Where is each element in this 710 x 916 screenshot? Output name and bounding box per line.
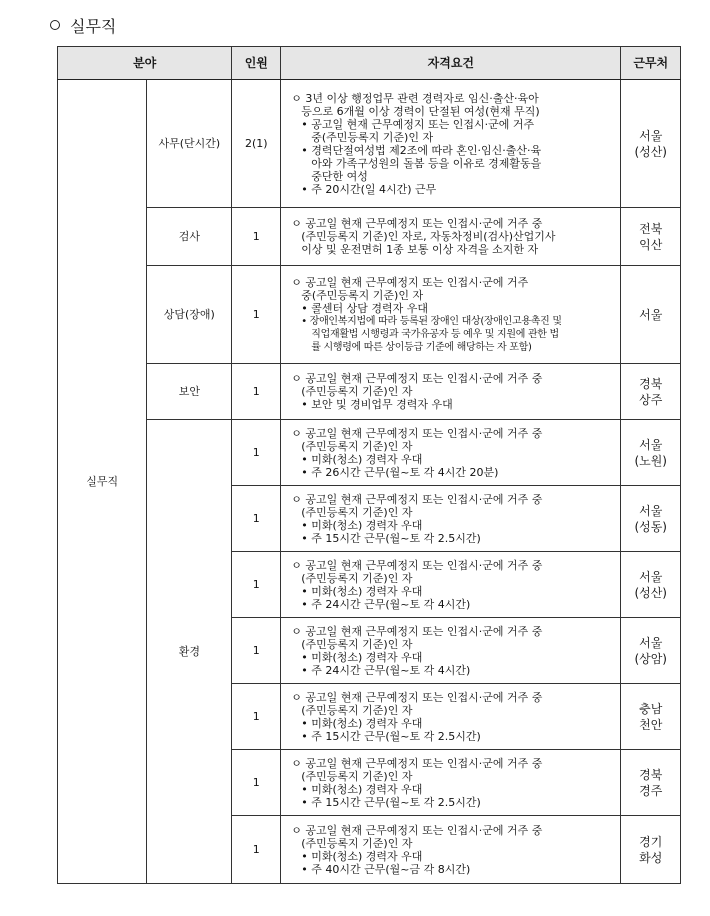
location-text: 충남 천안 bbox=[639, 701, 663, 732]
requirements-cell bbox=[281, 266, 621, 364]
field-cell: 검사 bbox=[147, 208, 232, 266]
req-line: • 주 15시간 근무(월~토 각 2.5시간) bbox=[301, 531, 481, 545]
location-cell bbox=[621, 618, 681, 684]
req-line: • 미화(청소) 경력자 우대 bbox=[301, 849, 423, 863]
location-cell bbox=[621, 364, 681, 420]
field-cell: 상담(장애) bbox=[147, 266, 232, 364]
table-row bbox=[58, 364, 681, 420]
requirements-cell bbox=[281, 684, 621, 750]
req-line: • 공고일 현재 근무예정지 또는 인접시·군에 거주 bbox=[301, 117, 535, 131]
requirements-cell bbox=[281, 364, 621, 420]
requirements-cell bbox=[281, 552, 621, 618]
req-line: • 미화(청소) 경력자 우대 bbox=[301, 782, 423, 796]
location-cell bbox=[621, 552, 681, 618]
req-line: ㅇ 공고일 현재 근무예정지 또는 인접시·군에 거주 중 bbox=[291, 558, 543, 572]
requirements-cell bbox=[281, 618, 621, 684]
location-text: 서울 bbox=[639, 307, 663, 322]
req-line: (주민등록지 기준)인 자 bbox=[301, 637, 413, 651]
req-line: • 주 24시간 근무(월~토 각 4시간) bbox=[301, 597, 471, 611]
req-line: (주민등록지 기준)인 자 bbox=[301, 769, 413, 783]
req-line: ㅇ 3년 이상 행정업무 관련 경력자로 임신·출산·육아 bbox=[291, 91, 539, 105]
req-line: 중(주민등록지 기준)인 자 bbox=[311, 130, 434, 144]
count-cell: 1 bbox=[232, 208, 281, 266]
req-line: 직업재활법 시행령과 국가유공자 등 예우 및 지원에 관한 법 bbox=[311, 328, 559, 340]
field-cell: 환경 bbox=[147, 420, 232, 884]
req-line: (주민등록지 기준)인 자 bbox=[301, 571, 413, 585]
header-count: 인원 bbox=[232, 47, 281, 80]
location-text: 서울 (노원) bbox=[634, 437, 667, 468]
count-cell: 1 bbox=[232, 266, 281, 364]
table-row bbox=[58, 80, 681, 208]
section-heading bbox=[50, 14, 116, 37]
req-line: • 미화(청소) 경력자 우대 bbox=[301, 650, 423, 664]
req-line: (주민등록지 기준)인 자 bbox=[301, 439, 413, 453]
location-cell bbox=[621, 684, 681, 750]
count-cell: 1 bbox=[232, 420, 281, 486]
header-location: 근무처 bbox=[621, 47, 681, 80]
req-line: ㅇ 공고일 현재 근무예정지 또는 인접시·군에 거주 중 bbox=[291, 426, 543, 440]
count-cell: 1 bbox=[232, 552, 281, 618]
req-line: (주민등록지 기준)인 자 bbox=[301, 385, 413, 398]
location-cell bbox=[621, 486, 681, 552]
requirements-cell bbox=[281, 208, 621, 266]
req-line: • 주 15시간 근무(월~토 각 2.5시간) bbox=[301, 795, 481, 809]
req-line: • 주 20시간(일 4시간) 근무 bbox=[301, 182, 437, 196]
location-text: 서울 (상암) bbox=[634, 635, 667, 666]
req-line: (주민등록지 기준)인 자 bbox=[301, 836, 413, 850]
req-line: ㅇ 공고일 현재 근무예정지 또는 인접시·군에 거주 중 bbox=[291, 756, 543, 770]
table-row bbox=[58, 266, 681, 364]
location-cell bbox=[621, 816, 681, 884]
location-text: 전북 익산 bbox=[639, 221, 663, 252]
count-cell: 2(1) bbox=[232, 80, 281, 208]
location-cell bbox=[621, 208, 681, 266]
location-text: 서울 (성동) bbox=[634, 503, 667, 534]
req-line: • 주 15시간 근무(월~토 각 2.5시간) bbox=[301, 729, 481, 743]
category-cell: 실무직 bbox=[58, 80, 147, 884]
req-line: ㅇ 공고일 현재 근무예정지 또는 인접시·군에 거주 중 bbox=[291, 823, 543, 837]
circle-bullet-icon bbox=[50, 20, 60, 30]
field-cell: 사무(단시간) bbox=[147, 80, 232, 208]
req-line: • 경력단절여성법 제2조에 따라 혼인·임신·출산·육 bbox=[301, 143, 542, 157]
req-line: • 보안 및 경비업무 경력자 우대 bbox=[301, 398, 453, 411]
count-cell: 1 bbox=[232, 750, 281, 816]
req-line: ㅇ 공고일 현재 근무예정지 또는 인접시·군에 거주 중 bbox=[291, 690, 543, 704]
location-cell bbox=[621, 750, 681, 816]
location-text: 경기 화성 bbox=[639, 834, 663, 865]
req-line: 중단한 여성 bbox=[311, 169, 368, 183]
req-line: • 장애인복지법에 따라 등록된 장애인 대상(장애인고용촉진 및 bbox=[301, 315, 562, 327]
req-line: • 미화(청소) 경력자 우대 bbox=[301, 584, 423, 598]
table-row bbox=[58, 420, 681, 486]
requirements-cell bbox=[281, 486, 621, 552]
requirements-cell bbox=[281, 816, 621, 884]
field-cell: 보안 bbox=[147, 364, 232, 420]
req-line: 등으로 6개월 이상 경력이 단절된 여성(현재 무직) bbox=[301, 104, 540, 118]
location-cell bbox=[621, 420, 681, 486]
header-field: 분야 bbox=[58, 47, 232, 80]
req-line: • 주 26시간 근무(월~토 각 4시간 20분) bbox=[301, 465, 499, 479]
location-text: 서울 (성산) bbox=[634, 569, 667, 600]
req-line: • 콜센터 상담 경력자 우대 bbox=[301, 301, 428, 315]
requirements-cell bbox=[281, 420, 621, 486]
req-line: • 미화(청소) 경력자 우대 bbox=[301, 716, 423, 730]
count-cell: 1 bbox=[232, 816, 281, 884]
count-cell: 1 bbox=[232, 364, 281, 420]
requirements-cell bbox=[281, 750, 621, 816]
location-cell bbox=[621, 266, 681, 364]
req-line: 이상 및 운전면허 1종 보통 이상 자격을 소지한 자 bbox=[301, 243, 539, 256]
location-cell bbox=[621, 80, 681, 208]
req-line: ㅇ 공고일 현재 근무예정지 또는 인접시·군에 거주 중 bbox=[291, 492, 543, 506]
req-line: 아와 가족구성원의 돌봄 등을 이유로 경제활동을 bbox=[311, 156, 542, 170]
location-text: 경북 상주 bbox=[639, 376, 663, 407]
req-line: ㅇ 공고일 현재 근무예정지 또는 인접시·군에 거주 중 bbox=[291, 372, 543, 385]
req-line: (주민등록지 기준)인 자 bbox=[301, 703, 413, 717]
header-requirements: 자격요건 bbox=[281, 47, 621, 80]
location-text: 경북 경주 bbox=[639, 767, 663, 798]
req-line: ㅇ 공고일 현재 근무예정지 또는 인접시·군에 거주 bbox=[291, 275, 529, 289]
recruitment-table bbox=[57, 46, 681, 884]
req-line: ㅇ 공고일 현재 근무예정지 또는 인접시·군에 거주 중 bbox=[291, 624, 543, 638]
req-line: • 주 24시간 근무(월~토 각 4시간) bbox=[301, 663, 471, 677]
req-line: 률 시행령에 따른 상이등급 기준에 해당하는 자 포함) bbox=[311, 341, 532, 353]
req-line: • 미화(청소) 경력자 우대 bbox=[301, 452, 423, 466]
count-cell: 1 bbox=[232, 684, 281, 750]
section-title: 실무직 bbox=[70, 17, 117, 36]
requirements-cell bbox=[281, 80, 621, 208]
count-cell: 1 bbox=[232, 618, 281, 684]
table-row bbox=[58, 208, 681, 266]
req-line: • 미화(청소) 경력자 우대 bbox=[301, 518, 423, 532]
count-cell: 1 bbox=[232, 486, 281, 552]
req-line: (주민등록지 기준)인 자 bbox=[301, 505, 413, 519]
req-line: 중(주민등록지 기준)인 자 bbox=[301, 288, 424, 302]
req-line: • 주 40시간 근무(월~금 각 8시간) bbox=[301, 862, 471, 876]
req-line: (주민등록지 기준)인 자로, 자동차정비(검사)산업기사 bbox=[301, 230, 556, 243]
req-line: ㅇ 공고일 현재 근무예정지 또는 인접시·군에 거주 중 bbox=[291, 217, 543, 230]
location-text: 서울 (성산) bbox=[634, 128, 667, 159]
header-row bbox=[58, 47, 681, 80]
